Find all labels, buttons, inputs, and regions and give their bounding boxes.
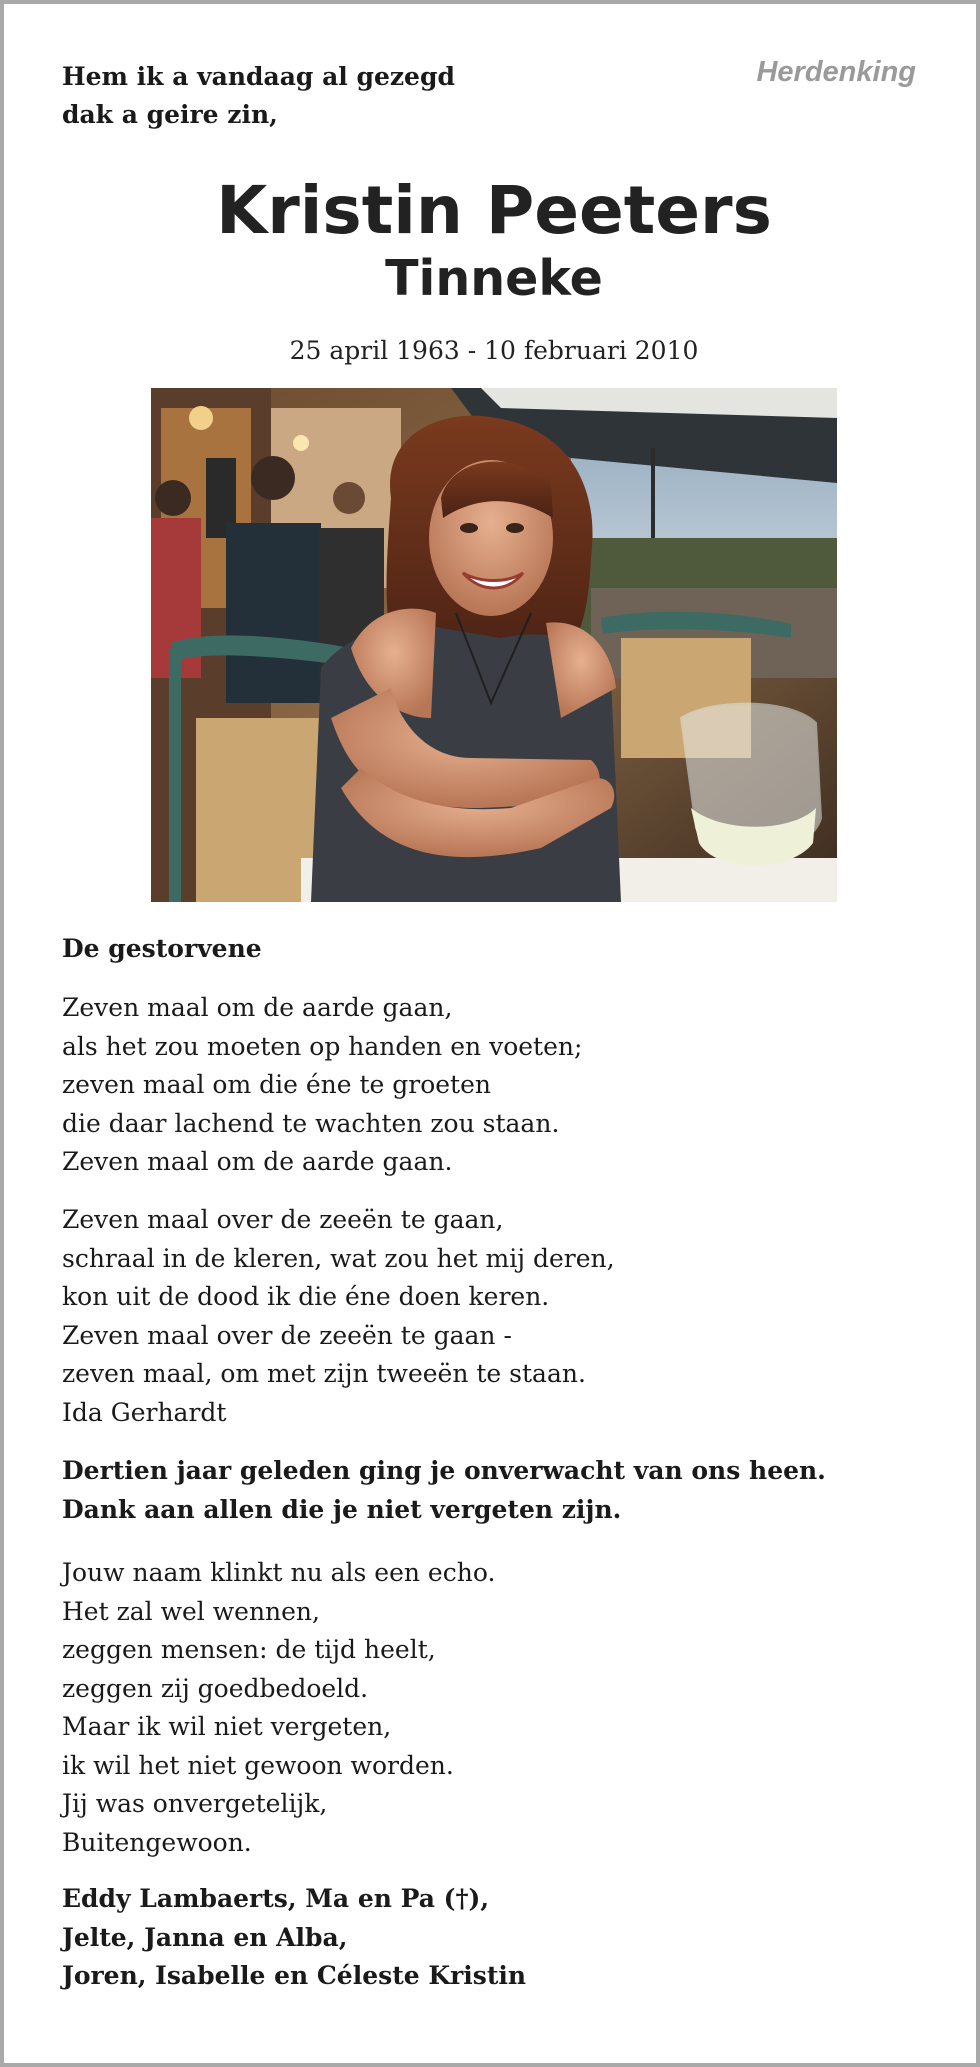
remembrance-message: [62, 1452, 826, 1529]
poem-line: kon uit de dood ik die éne doen keren.: [62, 1282, 550, 1311]
family-signatures: [62, 1880, 526, 1996]
poem-line: zeven maal om die éne te groeten: [62, 1070, 492, 1099]
verse-line: ik wil het niet gewoon worden.: [62, 1750, 454, 1780]
poem-line: Zeven maal om de aarde gaan,: [62, 993, 453, 1022]
intro-line: dak a geire zin,: [62, 100, 278, 129]
poem-stanza-1: [62, 989, 582, 1182]
poem-line: Zeven maal over de zeeën te gaan,: [62, 1205, 504, 1234]
poem-author: Ida Gerhardt: [62, 1397, 227, 1427]
poem-title: De gestorvene: [62, 934, 262, 963]
poem-line: als het zou moeten op handen en voeten;: [62, 1031, 583, 1061]
portrait-photo: [151, 388, 837, 902]
verse-line: Jij was onvergetelijk,: [62, 1789, 328, 1818]
verse-line: zeggen mensen: de tijd heelt,: [62, 1635, 436, 1664]
intro-verse: [62, 58, 455, 134]
verse-line: zeggen zij goedbedoeld.: [62, 1673, 369, 1703]
signature-line: Joren, Isabelle en Céleste Kristin: [62, 1961, 527, 1990]
poem-line: die daar lachend te wachten zou staan.: [62, 1108, 560, 1138]
verse-line: Jouw naam klinkt nu als een echo.: [62, 1558, 496, 1587]
message-line: Dank aan allen die je niet vergeten zijn.: [62, 1494, 622, 1524]
intro-line: Hem ik a vandaag al gezegd: [62, 62, 455, 91]
verse-line: Het zal wel wennen,: [62, 1596, 320, 1626]
poem-stanza-2: [62, 1201, 615, 1432]
message-line: Dertien jaar geleden ging je onverwacht van ons heen.: [62, 1456, 826, 1485]
signature-line: Jelte, Janna en Alba,: [62, 1922, 348, 1952]
verse-line: Buitengewoon.: [62, 1827, 252, 1857]
poem-section: [62, 930, 262, 969]
signature-line: Eddy Lambaerts, Ma en Pa (†),: [62, 1884, 490, 1913]
life-dates: 25 april 1963 - 10 februari 2010: [289, 336, 699, 365]
poem-line: Zeven maal om de aarde gaan.: [62, 1147, 453, 1176]
poem-line: schraal in de kleren, wat zou het mij deren,: [62, 1243, 615, 1273]
deceased-nickname: Tinneke: [385, 250, 603, 307]
closing-verse: [62, 1554, 495, 1862]
deceased-name: Kristin Peeters: [216, 172, 772, 249]
verse-line: Maar ik wil niet vergeten,: [62, 1712, 392, 1741]
poem-line: Zeven maal over de zeeën te gaan -: [62, 1320, 512, 1350]
poem-line: zeven maal, om met zijn tweeën te staan.: [62, 1359, 586, 1388]
herdenking-tag: Herdenking: [756, 56, 916, 88]
